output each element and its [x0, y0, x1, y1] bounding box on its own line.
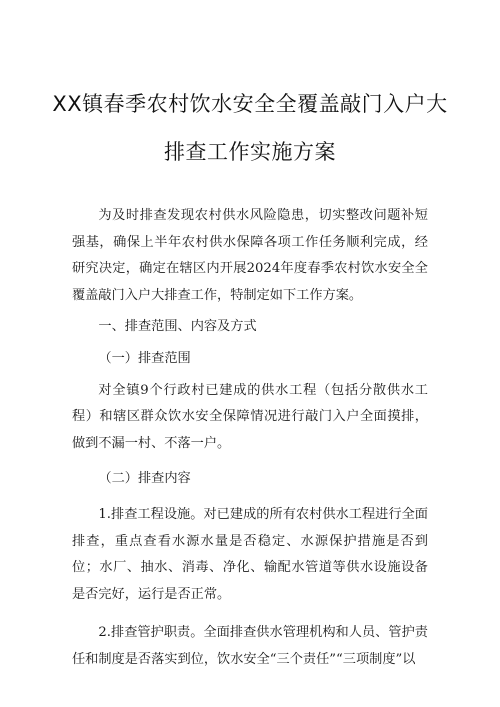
document-body [72, 203, 428, 674]
item-2-paragraph: 2.排查管护职责。全面排查供水管理机构和人员、管护责任和制度是否落实到位，饮水安全“三个责任”“三项制度”以 [72, 625, 428, 667]
document-title-line-1: XX镇春季农村饮水安全全覆盖敲门入户大 [52, 92, 448, 116]
subsection-heading-content: （二）排查内容 [98, 471, 191, 487]
document-title-line-2: 排查工作实施方案 [164, 140, 336, 164]
intro-paragraph: 为及时排查发现农村供水风险隐患，切实整改问题补短强基，确保上半年农村供水保障各项工作任务顺利完成，经研究决定，确定在辖区内开展2024年度春季农村饮水安全全覆盖敲门入户大排查工作，特制定如下工作方案。 [72, 208, 428, 303]
section-heading-1: 一、排查范围、内容及方式 [98, 319, 257, 335]
item-1-paragraph: 1.排查工程设施。对已建成的所有农村供水工程进行全面排查，重点查看水源水量是否稳定、水源保护措施是否到位；水厂、抽水、消毒、净化、输配水管道等供水设施设备是否完好，运行是否正常。 [72, 506, 428, 602]
subsection-heading-scope: （一）排查范围 [98, 350, 191, 366]
scope-paragraph: 对全镇9个行政村已建成的供水工程（包括分散供水工程）和辖区群众饮水安全保障情况进行敲门入户全面摸排，做到不漏一村、不落一户。 [72, 382, 428, 451]
